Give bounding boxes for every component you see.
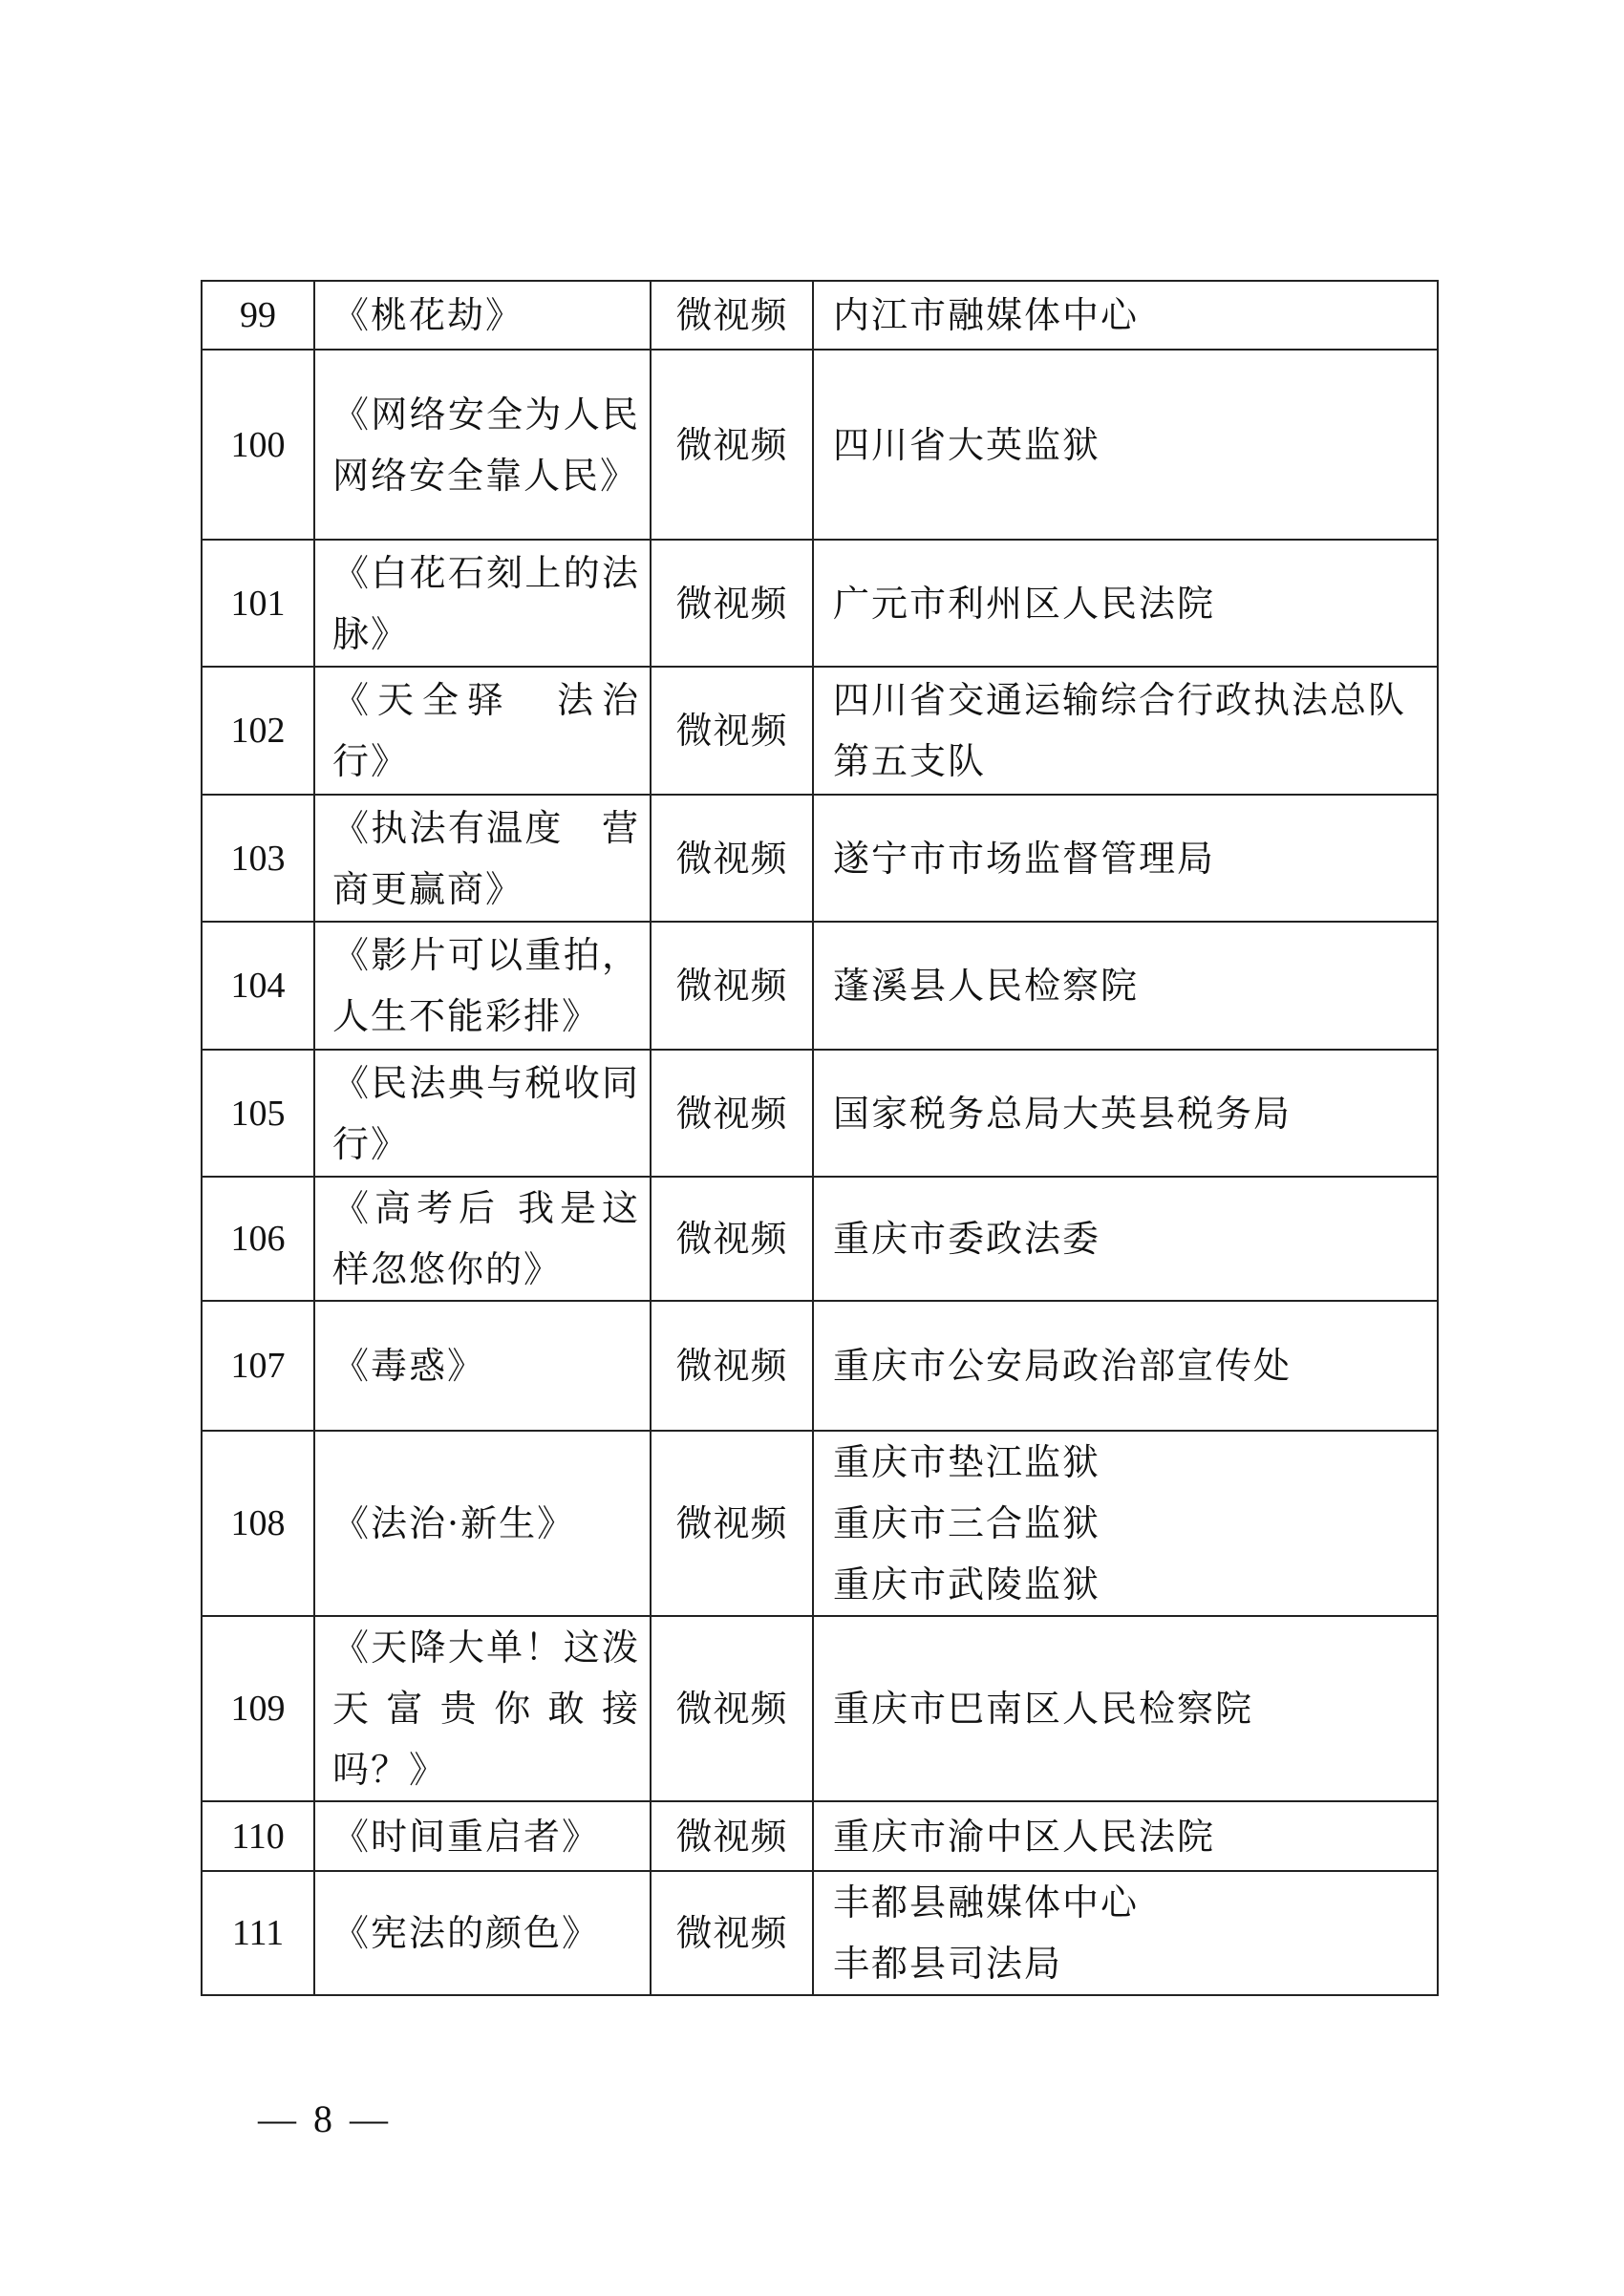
work-type: 微视频 [651,1616,813,1801]
organization-line: 重庆市三合监狱 [833,1502,1101,1544]
submitting-organization [813,1801,1438,1871]
row-number: 104 [202,922,314,1050]
submitting-organization [813,795,1438,922]
organization-line: 四川省大英监狱 [833,423,1101,466]
submitting-organization [813,922,1438,1050]
submitting-organization [813,1431,1438,1616]
row-number: 108 [202,1431,314,1616]
organization-line: 重庆市武陵监狱 [833,1563,1101,1605]
organization-line: 重庆市渝中区人民法院 [833,1815,1216,1858]
work-type: 微视频 [651,350,813,540]
table-row [202,281,1438,350]
organization-line: 丰都县司法局 [833,1943,1063,1985]
work-title: 《网络安全为人民 网络安全靠人民》 [314,350,651,540]
work-type: 微视频 [651,540,813,667]
work-type: 微视频 [651,795,813,922]
work-title: 《白花石刻上的法脉》 [314,540,651,667]
awards-table [201,280,1439,1996]
work-title: 《宪法的颜色》 [314,1871,651,1995]
table-row [202,795,1438,922]
row-number: 105 [202,1050,314,1177]
row-number: 107 [202,1301,314,1431]
row-number: 109 [202,1616,314,1801]
work-title: 《天降大单！这泼天富贵你敢接吗？》 [314,1616,651,1801]
organization-line: 广元市利州区人民法院 [833,582,1216,625]
organization-line: 丰都县融媒体中心 [833,1881,1140,1924]
row-number: 106 [202,1177,314,1301]
row-number: 102 [202,667,314,795]
work-type: 微视频 [651,1431,813,1616]
table-row [202,1616,1438,1801]
table-row [202,1431,1438,1616]
submitting-organization [813,350,1438,540]
organization-line: 四川省交通运输综合行政执法总队第五支队 [833,679,1407,782]
row-number: 110 [202,1801,314,1871]
work-type: 微视频 [651,922,813,1050]
table-row [202,1871,1438,1995]
row-number: 101 [202,540,314,667]
organization-line: 国家税务总局大英县税务局 [833,1092,1293,1135]
submitting-organization [813,1616,1438,1801]
submitting-organization [813,1177,1438,1301]
work-type: 微视频 [651,667,813,795]
organization-line: 遂宁市市场监督管理局 [833,837,1216,880]
table-row [202,540,1438,667]
work-title: 《毒惑》 [314,1301,651,1431]
work-type: 微视频 [651,1050,813,1177]
table-row [202,1801,1438,1871]
work-type: 微视频 [651,1801,813,1871]
work-type: 微视频 [651,1871,813,1995]
submitting-organization [813,281,1438,350]
work-type: 微视频 [651,281,813,350]
submitting-organization [813,667,1438,795]
work-title: 《法治·新生》 [314,1431,651,1616]
table-row [202,1050,1438,1177]
work-title: 《天全驿 法治行》 [314,667,651,795]
work-title: 《民法典与税收同行》 [314,1050,651,1177]
work-title: 《执法有温度 营商更赢商》 [314,795,651,922]
table-row [202,922,1438,1050]
work-title: 《桃花劫》 [314,281,651,350]
table-row [202,1301,1438,1431]
organization-line: 重庆市委政法委 [833,1218,1101,1260]
work-title: 《影片可以重拍，人生不能彩排》 [314,922,651,1050]
table-row [202,667,1438,795]
page-number: — 8 — [258,2097,392,2140]
submitting-organization [813,1871,1438,1995]
work-title: 《时间重启者》 [314,1801,651,1871]
table-row [202,1177,1438,1301]
organization-line: 重庆市垫江监狱 [833,1441,1101,1483]
row-number: 103 [202,795,314,922]
organization-line: 重庆市公安局政治部宣传处 [833,1345,1293,1387]
row-number: 99 [202,281,314,350]
submitting-organization [813,1301,1438,1431]
submitting-organization [813,1050,1438,1177]
row-number: 111 [202,1871,314,1995]
organization-line: 重庆市巴南区人民检察院 [833,1688,1254,1730]
organization-line: 蓬溪县人民检察院 [833,965,1140,1007]
work-type: 微视频 [651,1301,813,1431]
table-row [202,350,1438,540]
work-type: 微视频 [651,1177,813,1301]
submitting-organization [813,540,1438,667]
row-number: 100 [202,350,314,540]
awards-table-body [202,281,1438,1995]
work-title: 《高考后 我是这样忽悠你的》 [314,1177,651,1301]
organization-line: 内江市融媒体中心 [833,294,1140,336]
